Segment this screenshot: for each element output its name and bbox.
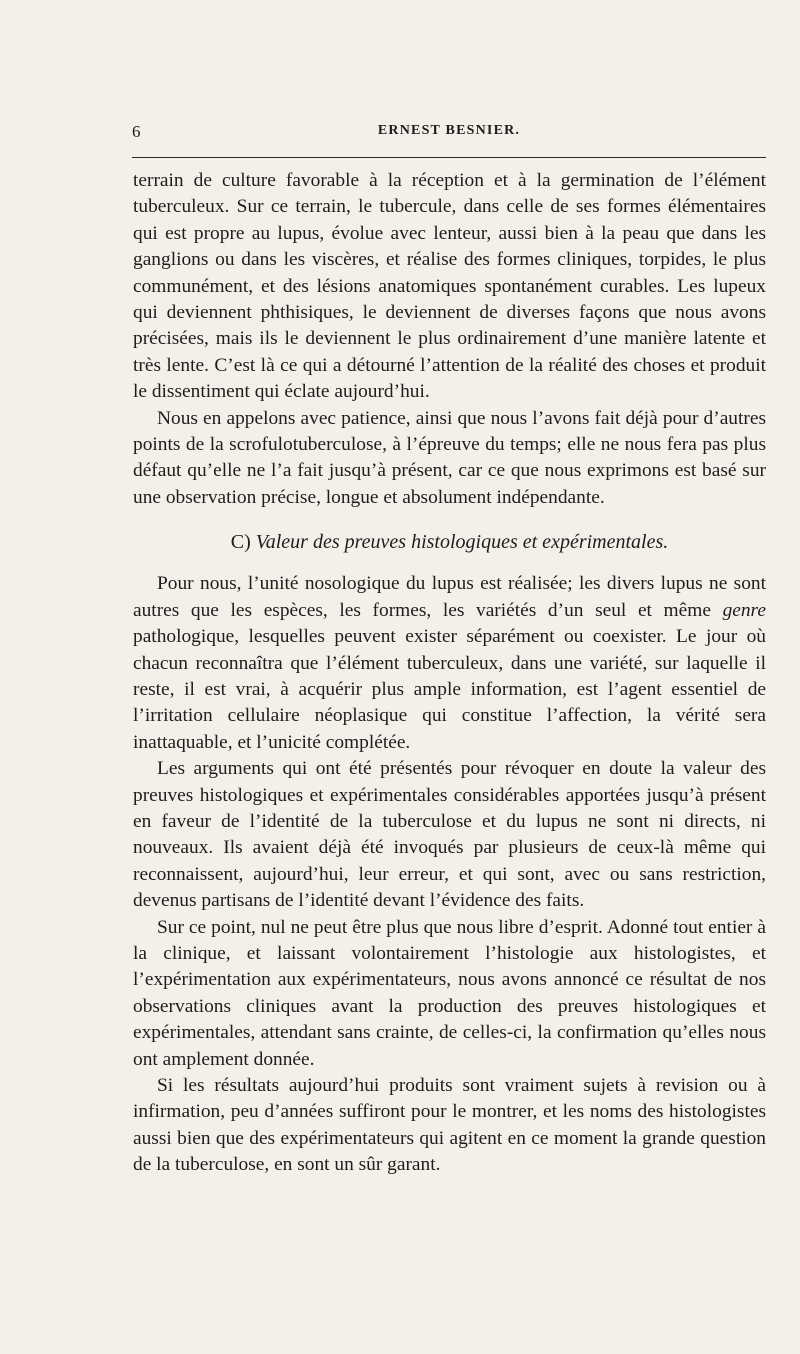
page-number: 6 (132, 122, 141, 141)
paragraph-revision: Si les résultats aujourd’hui produits sont vraiment sujets à revision ou à infirmation, peu d’années suffiront pour le montrer, et les noms des histologistes aussi bien que des expérimentateurs qui agitent en ce moment la grande question de la tuberculose, en sont un sûr garant. (133, 1075, 766, 1176)
section-heading (133, 529, 766, 555)
header-rule (132, 157, 766, 158)
paragraph-arguments: Les arguments qui ont été présentés pour révoquer en doute la valeur des preuves histologiques et expérimentales considérables apportées jusqu’à présent en faveur de l’identité de la tuberculose et du lupus ne sont ni directs, ni nouveaux. Ils avaient déjà été invoqués par plusieurs de ceux-là même qui reconnaissent, aujourd’hui, leur erreur, et qui sont, avec ou sans restriction, devenus partisans de l’identité devant l’évidence des faits. (133, 758, 766, 912)
section-title: Valeur des preuves histologiques et expérimentales. (255, 531, 669, 554)
body-text (133, 168, 766, 1179)
paragraph-libre-esprit: Sur ce point, nul ne peut être plus que nous libre d’esprit. Adonné tout entier à la clinique, et laissant volontairement l’histologie aux histologistes, et l’expérimentation aux expérimentateurs, nous avons annoncé ce résultat de nos observations cliniques avant la production des preuves histologiques et expérimentales, attendant sans crainte, de celles-ci, la confirmation qu’elles nous ont amplement donnée. (133, 916, 766, 1070)
paragraph-unite-nosologique (133, 571, 766, 756)
paragraph-continuation: terrain de culture favorable à la réception et à la germination de l’élément tuberculeux. Sur ce terrain, le tubercule, dans celle de ses formes élémentaires qui est propre au lupus, évolue avec lenteur, aussi bien à la peau que dans les ganglions ou dans les viscères, et réalise des formes cliniques, torpides, le plus communément, et des lésions anatomiques spontanément curables. Les lupeux qui deviennent phthisiques, le deviennent de diverses façons que nous avons précisées, mais ils le deviennent le plus ordinairement d’une manière latente et très lente. C’est là ce qui a détourné l’attention de la réalité des choses et produit le dissentiment qui éclate aujourd’hui. (133, 170, 766, 403)
page-header (132, 122, 766, 146)
section-label: C) (230, 531, 251, 554)
paragraph-unite-after: pathologique, lesquelles peuvent exister séparément ou coexister. Le jour où chacun reconnaîtra que l’élément tuberculeux, dans une variété, sur laquelle il reste, il est vrai, à acquérir plus ample information, est l’agent essentiel de l’irritation cellulaire néoplasique qui constitue l’affection, la vérité sera inattaquable, et l’unicité complétée. (133, 626, 766, 753)
running-head: ERNEST BESNIER. (377, 123, 521, 138)
paragraph-patience: Nous en appelons avec patience, ainsi que nous l’avons fait déjà pour d’autres points de la scrofulotuberculose, à l’épreuve du temps; elle ne nous fera pas plus défaut qu’elle ne l’a fait jusqu’à présent, car ce que nous exprimons est basé sur une observation précise, longue et absolument indépendante. (133, 407, 766, 508)
paragraph-unite-emphasis: genre (722, 599, 766, 621)
paragraph-unite-before: Pour nous, l’unité nosologique du lupus est réalisée; les divers lupus ne sont autres que les espèces, les formes, les variétés d’un seul et même (133, 573, 766, 621)
